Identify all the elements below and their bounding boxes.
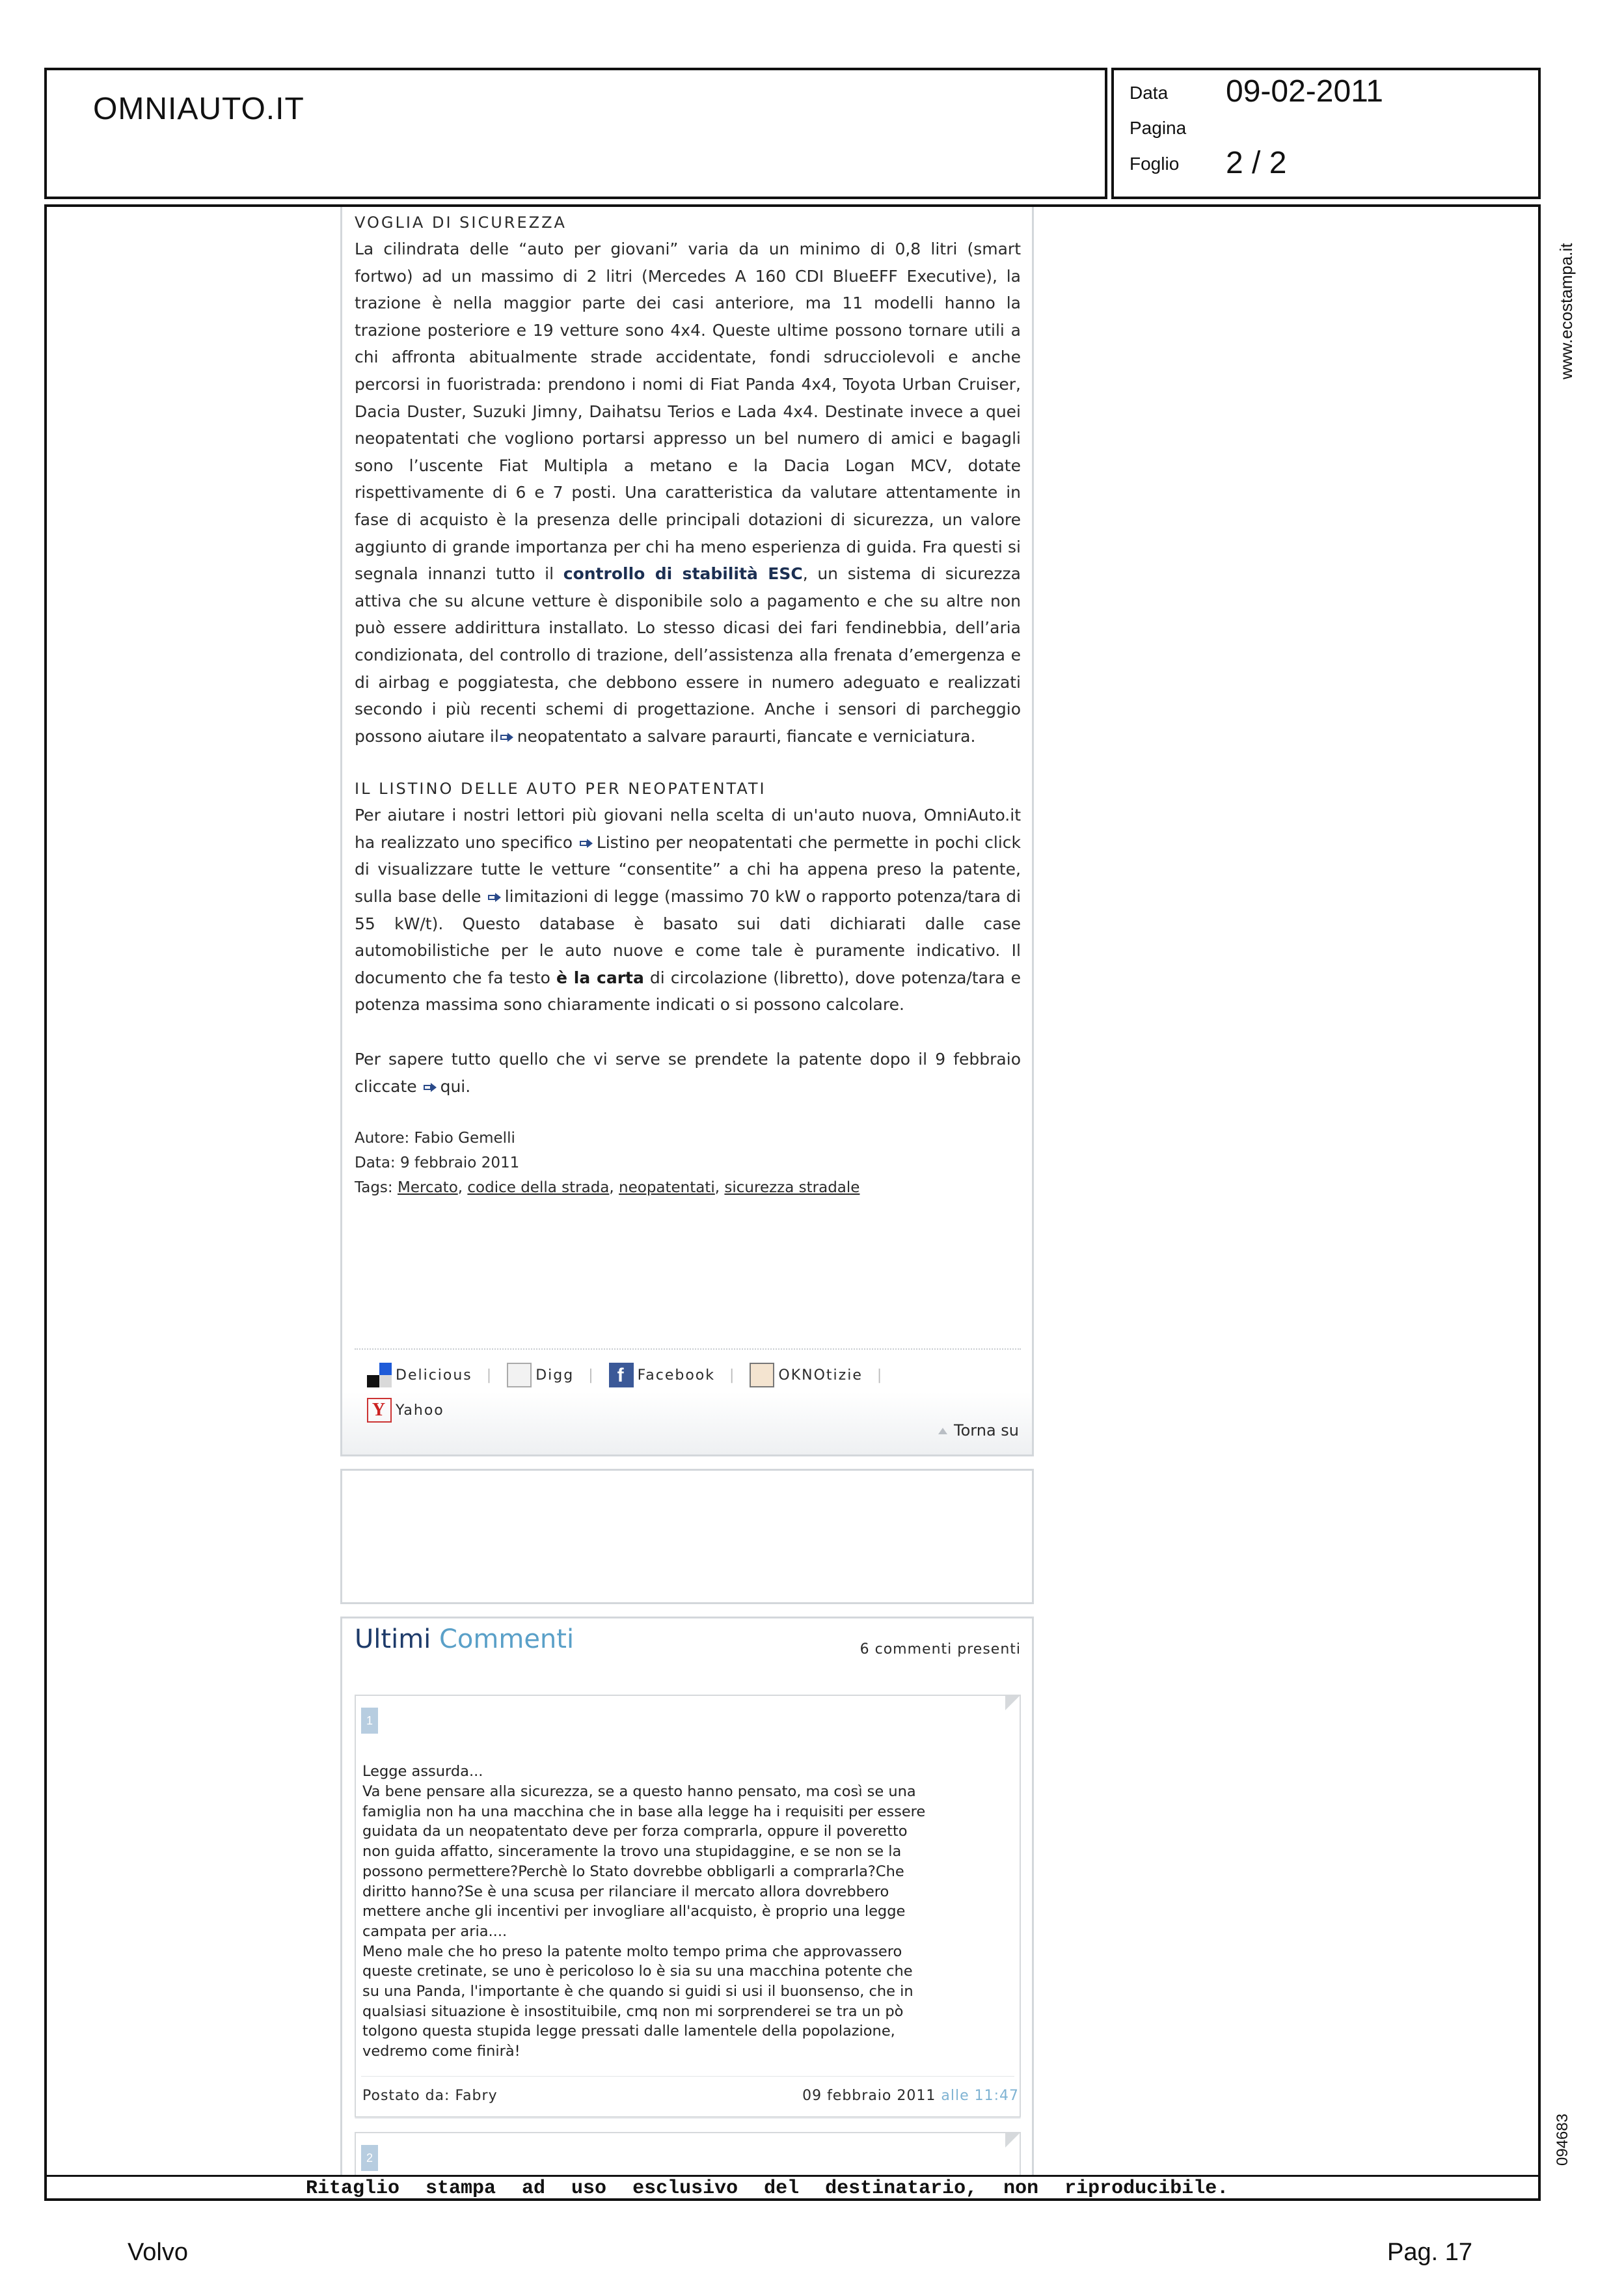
yahoo-icon: Y	[367, 1398, 392, 1423]
code-vertical-text: 094683	[1554, 2113, 1571, 2166]
section-heading-sicurezza: VOGLIA DI SICUREZZA	[355, 213, 567, 232]
comment-author: Postato da: Fabry	[362, 2088, 498, 2104]
link-arrow-icon	[580, 839, 593, 848]
comment-number-badge: 2	[361, 2145, 378, 2171]
share-digg[interactable]: Digg	[507, 1363, 574, 1387]
share-divider	[355, 1348, 1021, 1350]
comments-title: Ultimi Commenti	[355, 1624, 575, 1654]
website-vertical-text: www.ecostampa.it	[1556, 243, 1576, 379]
article-content	[355, 210, 1021, 1200]
link-arrow-icon	[488, 893, 501, 902]
tag-link[interactable]: codice della strada	[467, 1179, 610, 1197]
limitazioni-link[interactable]: limitazioni di legge	[504, 887, 659, 907]
pagina-label: Pagina	[1130, 118, 1187, 138]
oknotizie-icon	[750, 1363, 774, 1387]
publication-name: OMNIAUTO.IT	[93, 92, 304, 126]
comment-body: Va bene pensare alla sicurezza, se a questo hanno pensato, ma così se una famiglia non ha una macchina che in base alla legge ha i requisiti per essere guidata da un neopatentato deve per forza comprarla, oppure il poveretto non guida affatto, sinceramente la trovo una stupidaggine, e se non se la possono permettere?Perchè lo Stato dovrebbe obbligarli a comprarla?Che diritto hanno?Se è una scusa per rilanciare il mercato allora dovrebbero mettere anche gli incentivi per invogliare all'acquisto, è proprio una legge campata per aria.... Meno male che ho preso la patente molto tempo prima che approvassero queste cretinate, se uno è pericoloso lo è sia su una macchina potente che su una Panda, l'importante è che quando si guidi si usi il buonsenso, che in qualsiasi situazione è insostituibile, cmq non mi sorprenderei se tra un pò tolgono questa stupida legge pressati dalle lamentele della popolazione, vedremo come finirà!	[362, 1783, 926, 2060]
separator: |	[729, 1367, 736, 1384]
tag-link[interactable]: neopatentati	[619, 1179, 715, 1197]
tag-link[interactable]: Mercato	[397, 1179, 458, 1197]
separator: |	[876, 1367, 884, 1384]
separator: |	[588, 1367, 595, 1384]
carta-bold: è la carta	[556, 968, 644, 987]
digg-icon	[507, 1363, 532, 1387]
tag-link[interactable]: sicurezza stradale	[724, 1179, 860, 1197]
foglio-value: 2 / 2	[1226, 146, 1287, 180]
header-title-box	[44, 68, 1107, 199]
footer-page-number: Pag. 17	[1387, 2239, 1472, 2266]
empty-ad-box	[340, 1469, 1034, 1604]
separator: |	[486, 1367, 493, 1384]
comment-corner-fold	[1005, 2132, 1021, 2148]
listino-link[interactable]: Listino per neopatentati	[596, 832, 793, 852]
frame-divider	[44, 2175, 1541, 2177]
share-facebook[interactable]: f Facebook	[609, 1363, 715, 1387]
article-date: Data: 9 febbraio 2011	[355, 1154, 520, 1172]
up-arrow-icon	[938, 1428, 947, 1434]
article-author: Autore: Fabio Gemelli	[355, 1130, 515, 1147]
comment-footer-divider	[361, 2076, 1014, 2077]
share-bar	[367, 1360, 1024, 1425]
clipping-notice: Ritaglio stampa ad uso esclusivo del destinatario, non riproducibile.	[306, 2177, 1229, 2200]
comment-card	[355, 2132, 1021, 2175]
share-yahoo[interactable]: Y Yahoo	[367, 1398, 444, 1423]
data-label: Data	[1130, 83, 1169, 103]
comment-title: Legge assurda...	[362, 1763, 483, 1780]
comment-number-badge: 1	[361, 1708, 378, 1734]
comment-timestamp: 09 febbraio 2011 alle 11:47	[802, 2088, 1019, 2104]
article-tags: Tags: Mercato, codice della strada, neopatentati, sicurezza stradale	[355, 1179, 860, 1197]
delicious-icon	[367, 1363, 392, 1387]
share-oknotizie[interactable]: OKNOtizie	[750, 1363, 862, 1387]
comment-corner-fold	[1005, 1695, 1021, 1710]
back-to-top[interactable]: Torna su	[938, 1421, 1019, 1440]
qui-link[interactable]: qui.	[440, 1076, 471, 1096]
foglio-label: Foglio	[1130, 154, 1180, 174]
data-value: 09-02-2011	[1226, 74, 1383, 109]
link-arrow-icon	[500, 733, 513, 742]
comments-count: 6 commenti presenti	[859, 1641, 1021, 1658]
article-paragraph-1: La cilindrata delle “auto per giovani” varia da un minimo di 0,8 litri (smart fortwo) ad un massimo di 2 litri (Mercedes A 160 CDI BlueEFF Executive), la trazione è nella maggior parte dei casi anteriore, ma 11 modelli hanno la trazione posteriore e 19 vetture sono 4x4. Queste ultime possono tornare utili a chi affronta abitualmente strade accidentate, fondi sdrucciolevoli e anche percorsi in fuoristrada: prendono i nomi di Fiat Panda 4x4, Toyota Urban Cruiser, Dacia Duster, Suzuki Jimny, Daihatsu Terios e Lada 4x4. Destinate invece a quei neopatentati che vogliono portarsi appresso un bel numero di amici e bagagli sono l’uscente Fiat Multipla a metano e la Dacia Logan MCV, dotate rispettivamente di 6 e 7 posti. Una caratteristica da valutare attentamente in fase di acquisto è la presenza delle principali dotazioni di sicurezza, un valore aggiunto di grande importanza per chi ha meno esperienza di guida. Fra questi si segnala innanzi tutto il controllo di stabilità ESC, un sistema di sicurezza attiva che su alcune vetture è disponibile solo a pagamento e che su altre non può essere addirittura installato. Lo stesso dicasi dei fari fendinebbia, dell’aria condizionata, del controllo di trazione, dell’assistenza alla frenata d’emergenza e di airbag e poggiatesta, che debbono essere in numero adeguato e realizzati secondo i più recenti schemi di progettazione. Anche i sensori di parcheggio possono aiutare il neopatentato a salvare paraurti, fiancate e verniciatura.	[355, 239, 1021, 746]
article-paragraph-3: Per sapere tutto quello che vi serve se prendete la patente dopo il 9 febbraio cliccate qui.	[355, 1050, 1021, 1096]
facebook-icon: f	[609, 1363, 634, 1387]
article-paragraph-2: Per aiutare i nostri lettori più giovani nella scelta di un'auto nuova, OmniAuto.it ha realizzato uno specifico Listino per neopatentati che permette in pochi click di visualizzare tutte le vetture “consentite” a chi ha appena preso la patente, sulla base delle limitazioni di legge (massimo 70 kW o rapporto potenza/tara di 55 kW/t). Questo database è basato sui dati dichiarati dalle case automobilistiche per le auto nuove e come tale è puramente indicativo. Il documento che fa testo è la carta di circolazione (libretto), dove potenza/tara e potenza massima sono chiaramente indicati o si possono calcolare.	[355, 806, 1022, 1015]
section-heading-listino: IL LISTINO DELLE AUTO PER NEOPATENTATI	[355, 780, 766, 798]
share-delicious[interactable]: Delicious	[367, 1363, 472, 1387]
link-arrow-icon	[424, 1083, 437, 1092]
footer-section-name: Volvo	[128, 2239, 188, 2266]
esc-link[interactable]: controllo di stabilità ESC	[563, 564, 803, 584]
